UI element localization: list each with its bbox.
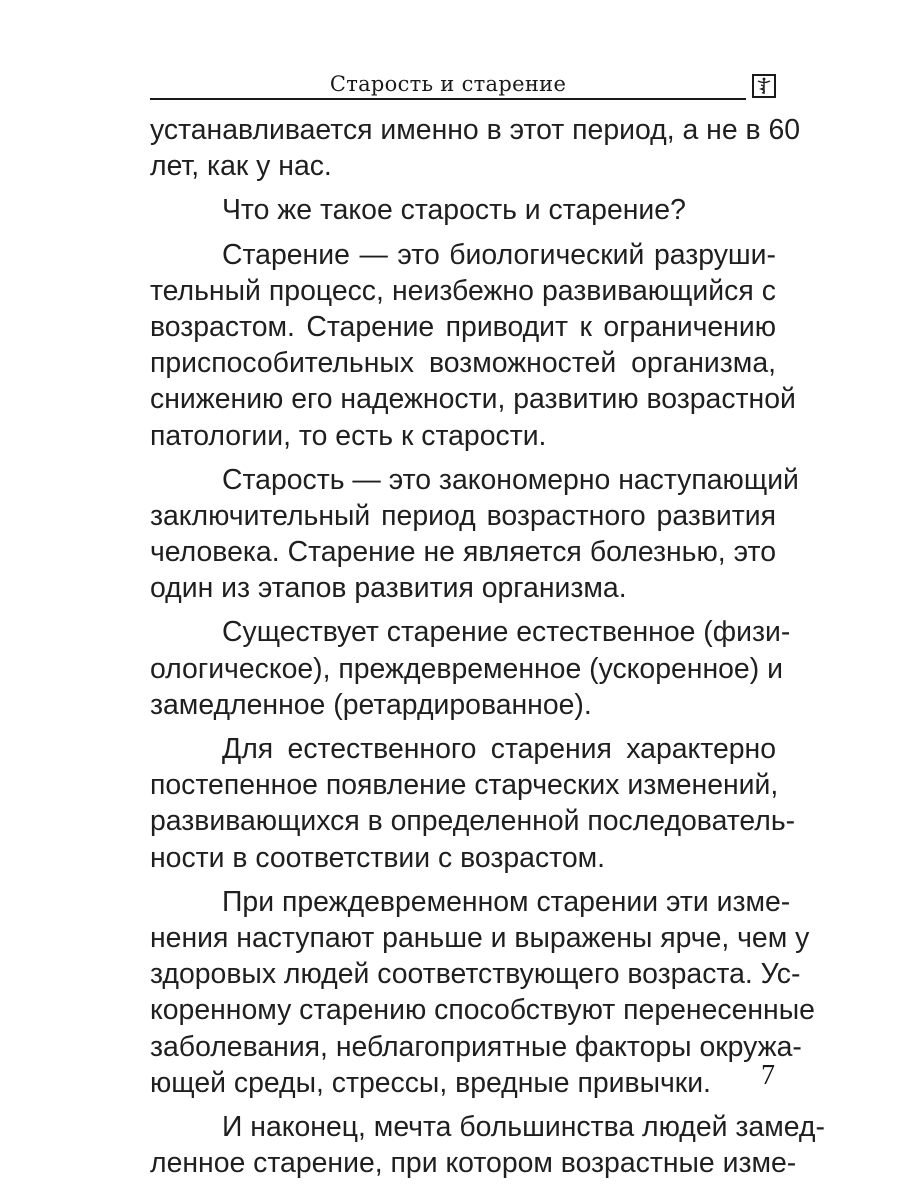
running-header bbox=[150, 70, 778, 100]
text-line: коренному старению способствуют перенесенные bbox=[150, 994, 815, 1027]
paragraph bbox=[150, 884, 815, 1101]
text-line: Что же такое старость и старение? bbox=[222, 194, 686, 227]
text-line: Для естественного старения характерно bbox=[222, 733, 776, 765]
text-line: возрастом. Старение приводит к ограничению bbox=[150, 310, 776, 343]
text-line: И наконец, мечта большинства людей замед- bbox=[222, 1110, 825, 1143]
paragraph-gap bbox=[150, 723, 776, 731]
paragraph bbox=[150, 614, 791, 723]
text-line: нения наступают раньше и выражены ярче, чем у bbox=[150, 921, 810, 954]
header-title: Старость и старение bbox=[329, 72, 567, 96]
paragraph-gap bbox=[150, 454, 776, 462]
paragraph bbox=[150, 192, 776, 228]
header-rule bbox=[150, 98, 746, 100]
text-line: человека. Старение не является болезнью, это bbox=[150, 536, 776, 569]
paragraph bbox=[150, 237, 796, 454]
text-line: Существует старение естественное (физи- bbox=[222, 616, 791, 649]
text-line: здоровых людей соответствующего возраста. Ус- bbox=[150, 958, 801, 991]
text-line: ющей среды, стрессы, вредные привычки. bbox=[150, 1066, 711, 1099]
body-text bbox=[150, 112, 825, 1181]
paragraph-gap bbox=[150, 606, 776, 614]
paragraph bbox=[150, 1109, 825, 1181]
paragraph bbox=[150, 462, 799, 607]
text-line: заключительный период возрастного развития bbox=[150, 499, 776, 532]
text-line: При преждевременном старении эти изме- bbox=[222, 885, 791, 918]
page-number: 7 bbox=[761, 1060, 775, 1091]
text-line: ологическое), преждевременное (ускоренное) и bbox=[150, 652, 783, 685]
text-line: ленное старение, при котором возрастные изме- bbox=[150, 1147, 797, 1180]
text-line: патологии, то есть к старости. bbox=[150, 419, 547, 452]
paragraph-gap bbox=[150, 229, 776, 237]
text-line: развивающихся в определенной последователь- bbox=[150, 805, 796, 838]
paragraph-gap bbox=[150, 184, 776, 192]
caduceus-icon bbox=[752, 74, 776, 98]
text-line: ности в соответствии с возрастом. bbox=[150, 841, 606, 874]
text-line: лет, как у нас. bbox=[150, 150, 332, 183]
text-line: заболевания, неблагоприятные факторы окружа- bbox=[150, 1030, 802, 1063]
text-line: Старость — это закономерно наступающий bbox=[222, 463, 799, 496]
paragraph-gap bbox=[150, 1101, 776, 1109]
text-line: устанавливается именно в этот период, а не в 60 bbox=[150, 114, 801, 146]
text-line: приспособительных возможностей организма, bbox=[150, 347, 776, 380]
text-line: постепенное появление старческих изменений, bbox=[150, 769, 779, 802]
text-line: тельный процесс, неизбежно развивающийся с bbox=[150, 274, 776, 307]
paragraph bbox=[150, 731, 796, 876]
text-line: Старение — это биологический разруши- bbox=[222, 238, 776, 271]
text-line: снижению его надежности, развитию возрастной bbox=[150, 383, 796, 416]
paragraph-gap bbox=[150, 876, 776, 884]
text-line: замедленное (ретардированное). bbox=[150, 688, 592, 721]
paragraph bbox=[150, 112, 801, 184]
text-line: один из этапов развития организма. bbox=[150, 572, 627, 605]
